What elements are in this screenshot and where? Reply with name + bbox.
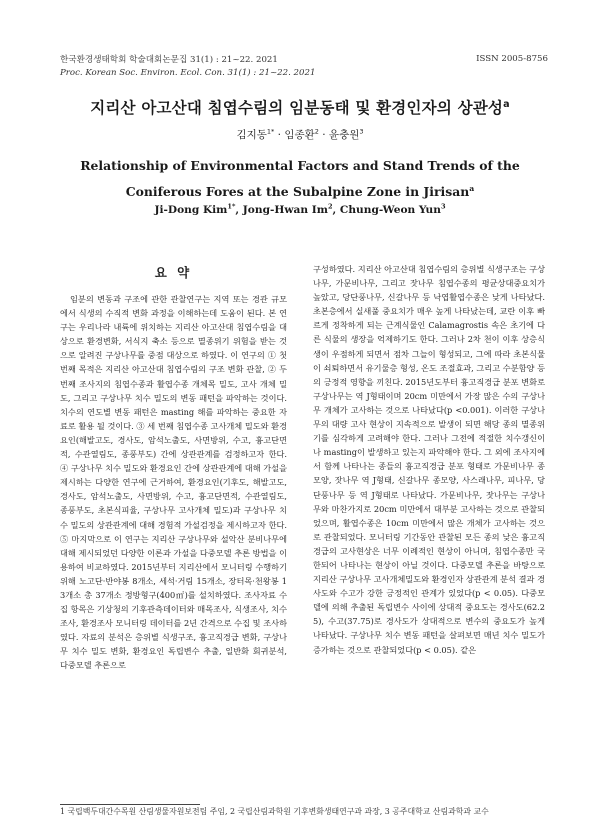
author-separator: · (274, 129, 285, 141)
author-ko-2-sup: 2 (314, 127, 319, 136)
abstract-heading: 요 약 (154, 265, 193, 280)
author-ko-3: 윤충원 (328, 129, 360, 141)
abstract-left-column: 임분의 변동과 구조에 관한 관찰연구는 지역 또는 경관 규모에서 식생의 수직적 변화 과정을 이해하는데 도움이 된다. 본 연구는 우리나라 내륙에 위치하는 지리산 아고산대 침엽수림을 대상으로 환경변화, 서식지 축소 등으로 멸종위기 위험을 받는 것으로 알려진 구상나무를 중점 대상으로 하였다. 이 연구의 ① 첫 번째 목적은 지리산 아고산대 침엽수림의 구조 변화 관찰, ② 두 번째 조사지의 침엽수종과 활엽수종 개체목 밀도, 고사 개체 밀도, 그리고 구상나무 치수 밀도의 변동 패턴을 파악하는 것이다. 치수의 연도별 변동 패턴은 masting 해를 파악하는 중요한 자료로 활용 될 것이다. ③ 세 번째 침엽수종 고사개체 밀도와 환경요인(해발고도, 경사도, 암석노출도, 사면방위, 수고, 흉고단면적, 수관열림도, 종풍부도) 간에 상관관계를 검정하고자 한다. ④ 구상나무 치수 밀도와 환경요인 간에 상관관계에 대해 가설을 제시하는 다양한 연구에 근거하여, 환경요인(기후도, 해발고도, 경사도, 암석노출도, 사면방위, 수고, 흉고단면적, 수관열림도, 종풍부도, 초본식피율, 구상나무 고사개체 밀도)과 구상나무 치수 밀도의 상관관계에 대해 경험적 가설검정을 제시하고자 한다. ⑤ 마지막으로 이 연구는 지리산 구상나무와 설악산 분비나무에 대해 제시되었던 다양한 이론과 가설을 다중모델 추론 방법을 이용하여 비교하였다. 2015년부터 지리산에서 모니터링 수행하기 위해 노고단·반야봉 8개소, 세석·거림 15개소, 장터목·천왕봉 13개소 총 37개소 정방형구(400㎡)를 설치하였다. 조사자료 수집 항목은 기상청의 기후관측데이터와 매목조사, 식생조사, 치수조사, 환경조사 모니터링 데이터를 2년 간격으로 수집 및 조사하였다. 자료의 분석은 층위별 식생구조, 흉고직경급 변화, 구상나무 치수 밀도 변화, 환경요인 독립변수 추출, 일반화 회귀분석, 다중모델 추론으로 (60, 294, 287, 671)
abstract-right-column: 구성하였다. 지리산 아고산대 침엽수림의 층위별 식생구조는 구상나무, 가문비나무, 그리고 잣나무 침엽수종의 평균상대중요치가 높았고, 당단풍나무, 신갈나무 등 낙엽활엽수종은 낮게 나타났다. 초본층에서 실새풀 중요치가 매우 높게 나타났는데, 교란 이후 빠르게 정착하게 되는 근계식물인 Calamagrostis 속은 초기에 다른 식물의 생장을 억제하기도 한다. 그러나 2차 천이 이후 상층식생이 우점하게 되면서 점차 그늘이 형성되고, 그에 따라 초본식물이 쇠퇴하면서 유기물층 형성, 온도 조절효과, 그리고 수분함양 등의 긍정적 영향을 끼친다. 2015년도부터 흉고직경급 분포 변화로 구상나무는 역 J형태이며 20cm 미만에서 가장 많은 수의 구상나무 개체가 고사하는 것으로 나타났다(p <0.001). 이러한 구상나무의 대량 고사 현상이 지속적으로 발생이 되면 해당 종의 멸종위기를 심각하게 고려해야 한다. 그러나 그전에 적절한 치수갱신이나 masting이 발생하고 있는지 파악해야 한다. 그 외에 조사지에서 함께 나타나는 종들의 흉고직경급 분포 형태로 가문비나무 종모양, 잣나무 역 J형태, 신갈나무 종모양, 사스래나무, 피나무, 당단풍나무 등 역 J형태로 나타났다. 가문비나무, 잣나무는 구상나무와 마찬가지로 20cm 미만에서 대부분 고사하는 것으로 관찰되었으며, 활엽수종은 10cm 미만에서 많은 개체가 고사하는 것으로 관찰되었다. 모니터링 기간동안 관찰된 모든 종의 낮은 흉고직경급의 고사현상은 너무 이례적인 현상이 아니며, 침엽수종만 국한되어 나타나는 현상이 아닐 것이다. 다중모델 추론을 바탕으로 지리산 구상나무 고사개체밀도와 환경인자 상관관계 분석 결과 경사도와 수고가 강한 긍정적인 관계가 있었다(p < 0.05). 다중모델에 의해 추출된 독립변수 사이에 상대적 중요도는 경사도(62.25), 수고(37.75)로 경사도가 상대적으로 변수의 중요도가 높게 나타났다. 구상나무 치수 변동 패턴을 살펴보면 매년 치수 밀도가 증가하는 것으로 관찰되었다(p < 0.05). 같은 (313, 264, 545, 655)
author-separator: , (332, 204, 340, 216)
authors-english (0, 204, 600, 216)
author-en-2: Jong-Hwan Im (242, 204, 328, 216)
title-korean (0, 96, 600, 118)
author-en-3-sup: 3 (440, 202, 446, 211)
author-separator: , (235, 204, 243, 216)
author-separator: · (318, 129, 329, 141)
affiliation-footnote: 1 국립백두대간수목원 산림생물자원보전팀 주임, 2 국립산림과학원 기후변화생태연구과 과장, 3 공주대학교 산림과학과 교수 (60, 807, 489, 816)
journal-citation-en: Proc. Korean Soc. Environ. Ecol. Con. 31(1) : 21~22. 2021 (60, 68, 316, 78)
author-en-2-sup: 2 (327, 202, 333, 211)
author-en-1: Ji-Dong Kim (154, 204, 228, 216)
footnote-divider (60, 804, 200, 805)
journal-citation (60, 54, 315, 80)
authors-korean (0, 127, 600, 142)
journal-citation-ko: 한국환경생태학회 학술대회논문집 31(1) : 21~22. 2021 (60, 55, 278, 65)
title-english (60, 153, 540, 205)
title-korean-text: 지리산 아고산대 침엽수림의 임분동태 및 환경인자의 상관성 (90, 99, 504, 117)
title-korean-sup: a (503, 98, 510, 110)
author-en-1-sup: 1* (227, 202, 236, 211)
author-ko-2: 임종환 (284, 129, 315, 141)
author-ko-1: 김지동 (236, 129, 267, 141)
issn: ISSN 2005-8756 (476, 54, 548, 64)
author-ko-3-sup: 3 (359, 127, 364, 136)
author-en-3: Chung-Weon Yun (339, 204, 441, 216)
title-english-text: Relationship of Environmental Factors and Stand Trends of the Coniferous Fores at the Subalpine Zone in Jirisan (80, 158, 520, 199)
title-english-sup: a (469, 183, 475, 193)
author-ko-1-sup: 1* (266, 127, 275, 136)
